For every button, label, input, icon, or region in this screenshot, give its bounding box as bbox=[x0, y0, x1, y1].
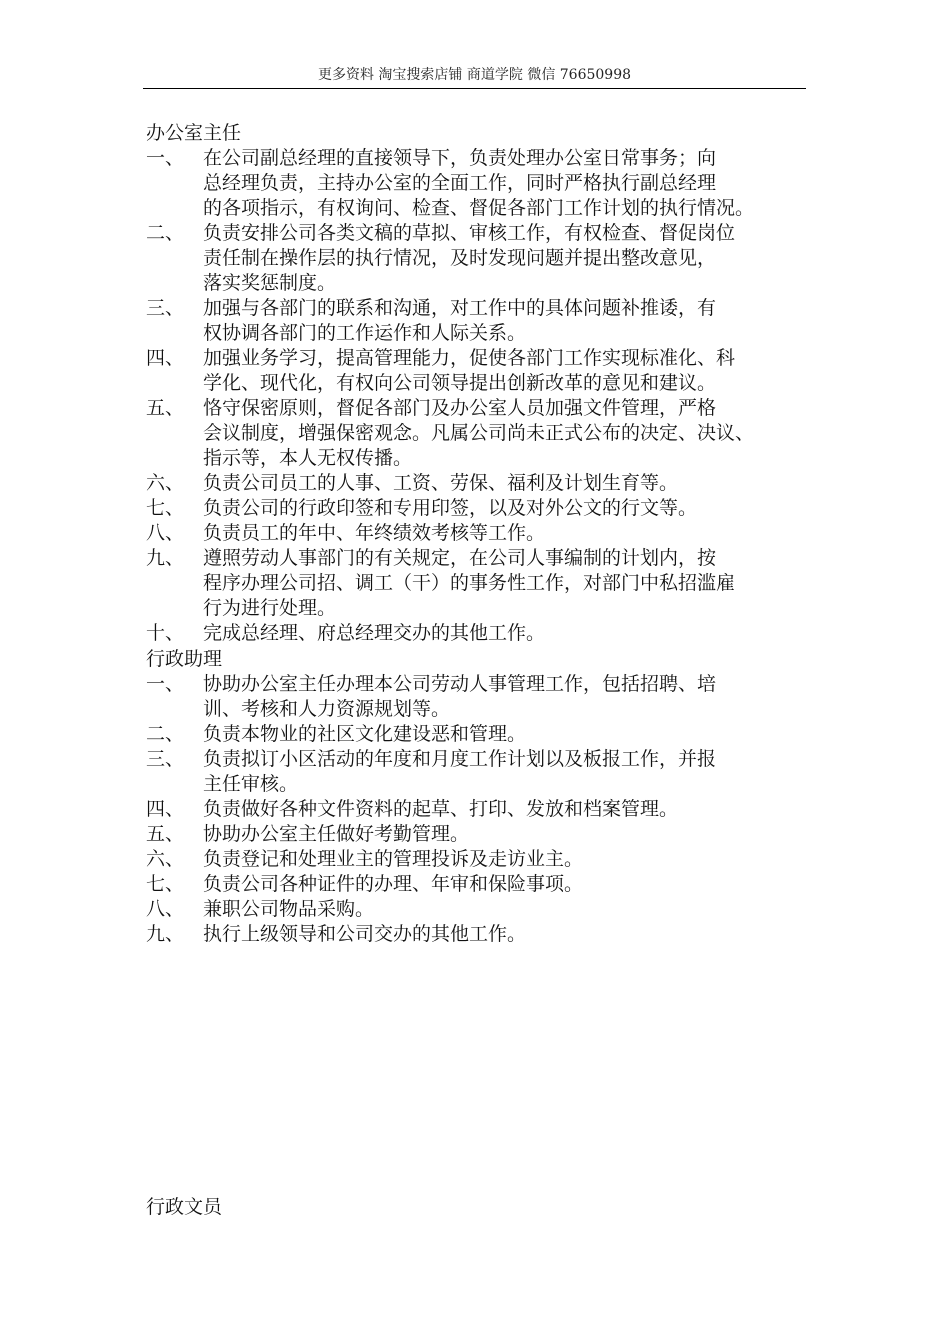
text-line: 权协调各部门的工作运作和人际关系。 bbox=[203, 322, 527, 344]
list-item bbox=[146, 722, 826, 747]
list-item bbox=[146, 922, 826, 947]
list-item-text bbox=[203, 146, 815, 221]
list-item bbox=[146, 672, 826, 722]
text-line: 协助办公室主任办理本公司劳动人事管理工作，包括招聘、培 bbox=[203, 673, 717, 695]
list-item-text bbox=[203, 747, 815, 797]
list-item-text bbox=[203, 722, 815, 747]
list-item bbox=[146, 496, 826, 521]
text-line: 负责公司的行政印签和专用印签，以及对外公文的行文等。 bbox=[203, 497, 698, 519]
list-item bbox=[146, 847, 826, 872]
list-item-number: 五、 bbox=[146, 397, 185, 419]
list-item bbox=[146, 872, 826, 897]
text-line: 指示等，本人无权传播。 bbox=[203, 447, 413, 469]
list-item-number: 十、 bbox=[146, 622, 185, 644]
list-item-text bbox=[203, 296, 815, 346]
text-line: 总经理负责，主持办公室的全面工作，同时严格执行副总经理 bbox=[203, 172, 717, 194]
text-line: 训、考核和人力资源规划等。 bbox=[203, 698, 451, 720]
text-line: 执行上级领导和公司交办的其他工作。 bbox=[203, 923, 527, 945]
list-item-text bbox=[203, 221, 815, 296]
list-item bbox=[146, 296, 826, 346]
text-line: 协助办公室主任做好考勤管理。 bbox=[203, 823, 470, 845]
text-line: 负责员工的年中、年终绩效考核等工作。 bbox=[203, 522, 546, 544]
page-header: 更多资料 淘宝搜索店铺 商道学院 微信 76650998 bbox=[143, 64, 806, 89]
section-title: 办公室主任 bbox=[146, 122, 242, 144]
list-item-number: 七、 bbox=[146, 497, 185, 519]
text-line: 在公司副总经理的直接领导下，负责处理办公室日常事务；向 bbox=[203, 147, 717, 169]
text-line: 负责安排公司各类文稿的草拟、审核工作，有权检查、督促岗位 bbox=[203, 222, 736, 244]
text-line: 遵照劳动人事部门的有关规定，在公司人事编制的计划内，按 bbox=[203, 547, 717, 569]
list-item-text bbox=[203, 922, 815, 947]
list-item-text bbox=[203, 546, 815, 621]
list-item bbox=[146, 546, 826, 621]
list-item-number: 三、 bbox=[146, 748, 185, 770]
text-line: 负责做好各种文件资料的起草、打印、发放和档案管理。 bbox=[203, 798, 679, 820]
list-item bbox=[146, 396, 826, 471]
document-body bbox=[146, 120, 826, 947]
text-line: 行为进行处理。 bbox=[203, 597, 337, 619]
text-line: 的各项指示，有权询问、检查、督促各部门工作计划的执行情况。 bbox=[203, 197, 755, 219]
text-line: 程序办理公司招、调工（干）的事务性工作，对部门中私招滥雇 bbox=[203, 572, 736, 594]
list-item bbox=[146, 146, 826, 221]
text-line: 学化、现代化，有权向公司领导提出创新改革的意见和建议。 bbox=[203, 372, 717, 394]
list-item bbox=[146, 221, 826, 296]
list-item-number: 二、 bbox=[146, 723, 185, 745]
list-item-text bbox=[203, 621, 815, 646]
text-line: 负责拟订小区活动的年度和月度工作计划以及板报工作，并报 bbox=[203, 748, 717, 770]
list-item-number: 八、 bbox=[146, 522, 185, 544]
list-item-number: 四、 bbox=[146, 347, 185, 369]
text-line: 落实奖惩制度。 bbox=[203, 272, 337, 294]
list-item-text bbox=[203, 822, 815, 847]
list-item bbox=[146, 747, 826, 797]
list-item-number: 六、 bbox=[146, 472, 185, 494]
text-line: 兼职公司物品采购。 bbox=[203, 898, 375, 920]
list-item-text bbox=[203, 471, 815, 496]
list-item-number: 一、 bbox=[146, 147, 185, 169]
text-line: 负责公司各种证件的办理、年审和保险事项。 bbox=[203, 873, 584, 895]
list-item-number: 七、 bbox=[146, 873, 185, 895]
list-item-text bbox=[203, 396, 815, 471]
text-line: 责任制在操作层的执行情况，及时发现问题并提出整改意见， bbox=[203, 247, 717, 269]
list-item-number: 八、 bbox=[146, 898, 185, 920]
text-line: 主任审核。 bbox=[203, 773, 299, 795]
list-item-number: 四、 bbox=[146, 798, 185, 820]
text-line: 加强业务学习，提高管理能力，促使各部门工作实现标准化、科 bbox=[203, 347, 736, 369]
text-line: 负责本物业的社区文化建设恶和管理。 bbox=[203, 723, 527, 745]
list-item-text bbox=[203, 847, 815, 872]
list-item bbox=[146, 346, 826, 396]
text-line: 加强与各部门的联系和沟通，对工作中的具体问题补推诿，有 bbox=[203, 297, 717, 319]
list-item-number: 九、 bbox=[146, 547, 185, 569]
list-item bbox=[146, 521, 826, 546]
section-title: 行政助理 bbox=[146, 648, 223, 670]
list-item bbox=[146, 621, 826, 646]
list-item-text bbox=[203, 897, 815, 922]
list-item-number: 九、 bbox=[146, 923, 185, 945]
list-item bbox=[146, 897, 826, 922]
list-item-number: 六、 bbox=[146, 848, 185, 870]
text-line: 会议制度，增强保密观念。凡属公司尚未正式公布的决定、决议、 bbox=[203, 422, 755, 444]
list-item-text bbox=[203, 496, 815, 521]
list-item-text bbox=[203, 521, 815, 546]
text-line: 完成总经理、府总经理交办的其他工作。 bbox=[203, 622, 546, 644]
list-item-text bbox=[203, 872, 815, 897]
list-item-number: 三、 bbox=[146, 297, 185, 319]
list-item-number: 二、 bbox=[146, 222, 185, 244]
list-item bbox=[146, 471, 826, 496]
list-item-text bbox=[203, 797, 815, 822]
list-item bbox=[146, 797, 826, 822]
list-item-number: 一、 bbox=[146, 673, 185, 695]
section-title-admin-clerk: 行政文员 bbox=[146, 1196, 223, 1218]
list-item-text bbox=[203, 346, 815, 396]
list-item-number: 五、 bbox=[146, 823, 185, 845]
list-item-text bbox=[203, 672, 815, 722]
list-item bbox=[146, 822, 826, 847]
text-line: 负责公司员工的人事、工资、劳保、福利及计划生育等。 bbox=[203, 472, 679, 494]
text-line: 恪守保密原则，督促各部门及办公室人员加强文件管理，严格 bbox=[203, 397, 717, 419]
text-line: 负责登记和处理业主的管理投诉及走访业主。 bbox=[203, 848, 584, 870]
